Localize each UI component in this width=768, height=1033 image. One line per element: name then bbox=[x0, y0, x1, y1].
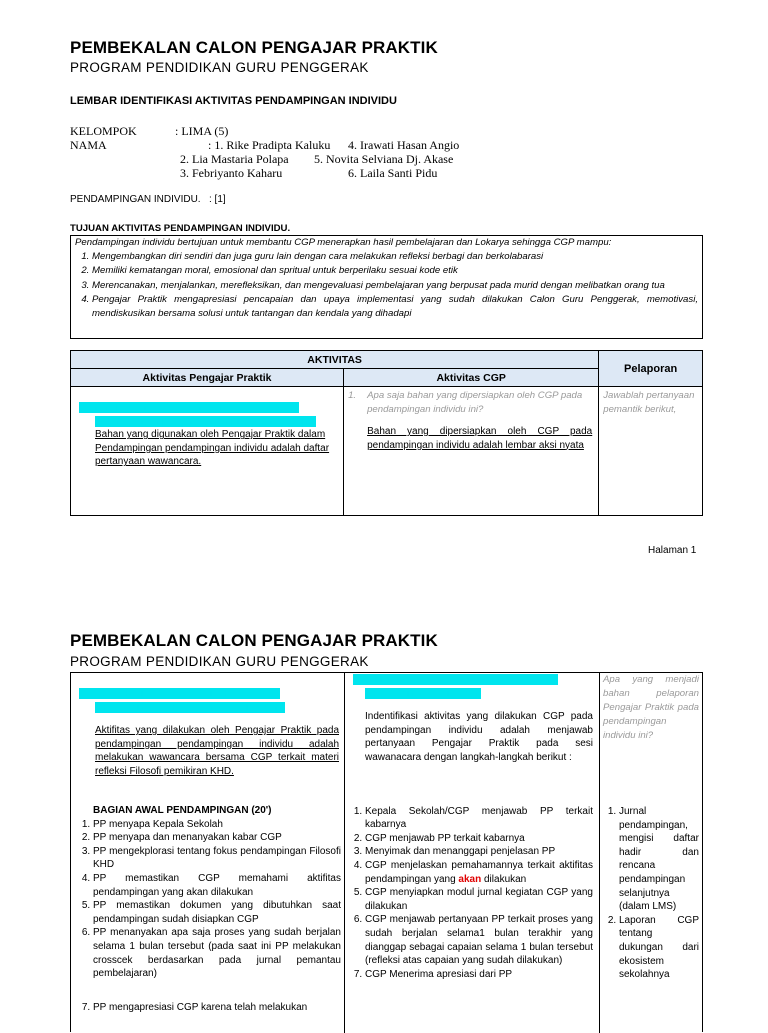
name-5: 5. Novita Selviana Dj. Akase bbox=[314, 152, 454, 166]
pp-step: 6. PP menanyakan apa saja proses yang sudah berjalan selama 1 bulan tersebut (pada saat ini PP melakukan crosscek berdasarkan pada jurnal pemantau pembelajaran) bbox=[93, 926, 341, 980]
name-4: 4. Irawati Hasan Angio bbox=[348, 138, 460, 152]
pendampingan-value: : [1] bbox=[209, 194, 226, 205]
cgp-question-highlight: Identifikasi aktivitas yang dilakukan CGP pada bbox=[353, 674, 558, 685]
pp-answer: Bahan yang digunakan oleh Pengajar Praktik dalam Pendampingan pendampingan individu adalah daftar pertanyaan wawancara. bbox=[95, 429, 330, 468]
cgp-question-highlight: pendampingan individu ini bbox=[365, 687, 481, 699]
aktivitas-header: AKTIVITAS bbox=[71, 351, 599, 369]
pp-question-highlight: Bahan apa yang digunakan oleh Pengajar Praktik bbox=[79, 402, 299, 413]
pp-steps-list-cont bbox=[77, 1001, 341, 1015]
cgp-step: 5. CGP menyiapkan modul jurnal kegiatan CGP yang dilakukan bbox=[365, 886, 593, 913]
pp-column bbox=[77, 687, 341, 1014]
cgp-step: 1. Kepala Sekolah/CGP menjawab PP terkait kabarnya bbox=[365, 805, 593, 832]
column-divider bbox=[599, 673, 600, 1033]
page-subtitle: PROGRAM PENDIDIKAN GURU PENGGERAK bbox=[70, 654, 369, 669]
cgp-step: 6. CGP menjawab pertanyaan PP terkait proses yang sudah berjalan selama1 bulan terakhir yang dianggap sebagai capaian selama 1 bulan tersebut (refleksi atas capaian yang sudah dilakukan) bbox=[365, 913, 593, 967]
tujuan-title: TUJUAN AKTIVITAS PENDAMPINGAN INDIVIDU. bbox=[70, 223, 291, 234]
activity-table bbox=[70, 350, 703, 516]
pp-question-highlight: pendampingan pendampingan individu ini? bbox=[95, 701, 286, 713]
cgp-intro: Indentifikasi aktivitas yang dilakukan CGP pada pendampingan individu adalah menjawab pertanyaan Pengajar Praktik pada sesi wawanacara dengan langkah-langkah berikut : bbox=[365, 711, 593, 763]
pp-step: 5. PP memastikan dokumen yang dibutuhkan saat pendampingan sudah disiapkan CGP bbox=[93, 899, 341, 926]
form-title: LEMBAR IDENTIFIKASI AKTIVITAS PENDAMPINGAN INDIVIDU bbox=[70, 95, 397, 107]
tujuan-box bbox=[70, 235, 703, 339]
cgp-step: 7. CGP Menerima apresiasi dari PP bbox=[365, 968, 593, 982]
tujuan-item: 2. Memiliki kematangan moral, emosional dan spritual untuk berperilaku sesuai kode etik bbox=[92, 264, 698, 278]
cgp-step-emphasis: akan bbox=[458, 873, 482, 885]
cgp-question: Apa saja bahan yang dipersiapkan oleh CGP pada pendampingan individu ini? bbox=[367, 390, 583, 415]
name-2: 2. Lia Mastaria Polapa bbox=[180, 152, 289, 166]
pp-step: 4. PP memastikan CGP memahami aktifitas pendampingan yang akan dilakukan bbox=[93, 872, 341, 899]
cgp-step: 3. Menyimak dan menanggapi penjelasan PP bbox=[365, 845, 593, 859]
pp-step: 2. PP menyapa dan menanyakan kabar CGP bbox=[93, 831, 341, 845]
cgp-column bbox=[351, 673, 593, 981]
pp-answer: Aktifitas yang dilakukan oleh Pengajar Praktik pada pendampingan pendampingan individu adalah melakukan wawancara bersama CGP terkait materi refleksi Filosofi pemikiran KHD. bbox=[95, 725, 339, 777]
kelompok-label: KELOMPOK bbox=[70, 124, 137, 138]
tujuan-item: 1. Mengembangkan diri sendiri dan juga guru lain dengan cara melakukan refleksi berbagi dan berkolabarasi bbox=[92, 250, 698, 264]
column-divider bbox=[344, 673, 345, 1033]
pelaporan-note: Jawablah pertanyaan pemantik berikut, bbox=[603, 390, 695, 415]
pelaporan-list bbox=[603, 805, 699, 982]
bagian-awal-heading: BAGIAN AWAL PENDAMPINGAN (20') bbox=[93, 804, 272, 816]
pelaporan-item: 2. Laporan CGP tentang dukungan dari ekosistem sekolahnya bbox=[619, 914, 699, 982]
pp-step: 3. PP mengekplorasi tentang fokus pendampingan Filosofi KHD bbox=[93, 845, 341, 872]
continuation-table bbox=[70, 672, 703, 1032]
page-number: Halaman 1 bbox=[648, 545, 697, 556]
pendampingan-label: PENDAMPINGAN INDIVIDU. bbox=[70, 194, 201, 205]
name-3: 3. Febriyanto Kaharu bbox=[180, 166, 283, 180]
pp-step: 7. PP mengapresiasi CGP karena telah melakukan bbox=[93, 1001, 341, 1015]
page-subtitle: PROGRAM PENDIDIKAN GURU PENGGERAK bbox=[70, 60, 369, 75]
cgp-steps-list bbox=[349, 805, 593, 982]
tujuan-item: 3. Merencanakan, menjalankan, merefleksikan, dan mengevaluasi pembelajaran yang berpusat pada murid dengan melibatkan orang tua bbox=[92, 279, 698, 293]
pelaporan-cell bbox=[599, 387, 703, 516]
cgp-cell bbox=[344, 387, 599, 516]
nama-label: NAMA bbox=[70, 138, 107, 152]
tujuan-item: 4. Pengajar Praktik mengapresiasi pencapaian dan upaya implementasi yang sudah dilakukan Calon Guru Penggerak, memotivasi, mendiskusikan bersama solusi untuk tantangan dan kendala yang dihadapi bbox=[92, 293, 698, 321]
pp-question-highlight: dalam Pendampingan pendampingan individu ini? bbox=[95, 415, 317, 427]
cgp-answer: Bahan yang dipersiapkan oleh CGP pada pendampingan individu adalah lembar aksi nyata bbox=[367, 426, 593, 451]
cgp-step bbox=[365, 859, 593, 886]
col-pp-header: Aktivitas Pengajar Praktik bbox=[71, 369, 344, 387]
pp-step: 1. PP menyapa Kepala Sekolah bbox=[93, 818, 341, 832]
pp-question-highlight: Apa saja aktivitas oleh Pengajar Praktik pada bbox=[79, 688, 280, 699]
pp-cell bbox=[71, 387, 344, 516]
page-title: PEMBEKALAN CALON PENGAJAR PRAKTIK bbox=[70, 631, 438, 650]
cgp-step-text: dilakukan bbox=[481, 873, 527, 885]
pelaporan-question: Apa yang menjadi bahan pelaporan Pengajar Praktik pada pendampingan individu ini? bbox=[603, 674, 699, 741]
name-6: 6. Laila Santi Pidu bbox=[348, 166, 438, 180]
tujuan-intro: Pendampingan individu bertujuan untuk membantu CGP menerapkan hasil pembelajaran dan Lokarya sehingga CGP mampu: bbox=[75, 237, 612, 248]
kelompok-value: : LIMA (5) bbox=[175, 124, 229, 138]
page-title: PEMBEKALAN CALON PENGAJAR PRAKTIK bbox=[70, 38, 438, 57]
pelaporan-column bbox=[603, 673, 699, 982]
pelaporan-item: 1. Jurnal pendampingan, mengisi daftar hadir dan rencana pendampingan selanjutnya (dalam LMS) bbox=[619, 805, 699, 914]
pp-steps-list bbox=[77, 818, 341, 981]
col-cgp-header: Aktivitas CGP bbox=[344, 369, 599, 387]
cgp-question-number: 1. bbox=[348, 390, 357, 401]
cgp-step: 2. CGP menjawab PP terkait kabarnya bbox=[365, 832, 593, 846]
cgp-step-text: CGP menjelaskan pemahamannya terkait aktifitas pendampingan yang bbox=[365, 859, 593, 885]
name-1: : 1. Rike Pradipta Kaluku bbox=[208, 138, 331, 152]
pelaporan-header: Pelaporan bbox=[599, 351, 703, 387]
